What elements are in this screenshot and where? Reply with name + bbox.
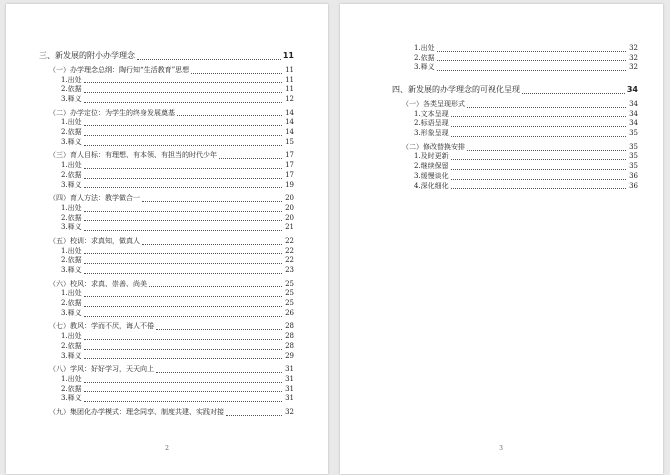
toc-subsection-entry[interactable] xyxy=(39,95,294,105)
dot-leader xyxy=(84,135,282,136)
toc-entry-page: 22 xyxy=(285,236,294,245)
toc-subsection-entry[interactable] xyxy=(39,76,294,86)
toc-entry-title: 2.依据 xyxy=(61,85,82,94)
toc-section-entry[interactable] xyxy=(39,365,294,375)
dot-leader xyxy=(137,59,281,60)
dot-leader xyxy=(84,145,282,146)
toc-section-entry[interactable] xyxy=(39,323,294,333)
toc-entry-title: 1.出处 xyxy=(61,161,82,170)
toc-entry-title: 3.形象呈现 xyxy=(414,129,449,138)
toc-entry-title: 2.依据 xyxy=(61,384,82,393)
toc-entry-title: 3.缓慢谈化 xyxy=(414,171,449,180)
dot-leader xyxy=(451,188,626,189)
toc-entry-title: 1.出处 xyxy=(61,203,82,212)
toc-entry-title: （二）办学定位：为学生的终身发展奠基 xyxy=(49,108,175,117)
toc-entry-page: 31 xyxy=(285,374,294,383)
dot-leader xyxy=(149,286,282,287)
toc-entry-page: 22 xyxy=(285,256,294,265)
dot-leader xyxy=(226,415,282,416)
toc-entry-title: 4.深化细化 xyxy=(414,181,449,190)
toc-section-entry[interactable] xyxy=(39,408,294,418)
toc-chapter-entry[interactable] xyxy=(392,83,638,96)
toc-entry-title: 3.释义 xyxy=(61,95,82,104)
toc-subsection-entry[interactable] xyxy=(39,214,294,224)
toc-subsection-entry[interactable] xyxy=(392,162,638,172)
toc-entry-title: （五）校训：求真知，做真人 xyxy=(49,236,140,245)
toc-entry-title: 2.依据 xyxy=(61,299,82,308)
toc-entry-title: 1.出处 xyxy=(61,75,82,84)
dot-leader xyxy=(84,401,282,402)
toc-entry-page: 34 xyxy=(629,100,638,109)
toc-entry-title: 1.文本呈现 xyxy=(414,109,449,118)
toc-entry-title: （二）修改替换安排 xyxy=(402,142,465,151)
toc-entry-title: 3.释义 xyxy=(414,63,435,72)
toc-section-entry[interactable] xyxy=(39,109,294,119)
toc-entry-page: 32 xyxy=(629,53,638,62)
toc-subsection-entry[interactable] xyxy=(392,63,638,73)
toc-entry-title: 2.依据 xyxy=(61,213,82,222)
toc-entry-page: 23 xyxy=(285,266,294,275)
dot-leader xyxy=(84,220,282,221)
dot-leader xyxy=(142,201,282,202)
toc-entry-title: 3.释义 xyxy=(61,308,82,317)
toc-section-entry[interactable] xyxy=(392,100,638,110)
toc-entry-page: 14 xyxy=(285,128,294,137)
toc-entry-page: 26 xyxy=(285,308,294,317)
table-of-contents-left xyxy=(39,49,294,418)
toc-subsection-entry[interactable] xyxy=(392,110,638,120)
toc-entry-title: 四、新发展的办学理念的可视化呈现 xyxy=(392,85,520,95)
toc-subsection-entry[interactable] xyxy=(392,153,638,163)
toc-subsection-entry[interactable] xyxy=(39,266,294,276)
toc-entry-page: 31 xyxy=(285,394,294,403)
dot-leader xyxy=(451,159,626,160)
toc-subsection-entry[interactable] xyxy=(392,54,638,64)
toc-entry-page: 20 xyxy=(285,194,294,203)
toc-entry-page: 28 xyxy=(285,341,294,350)
toc-entry-page: 14 xyxy=(285,118,294,127)
toc-subsection-entry[interactable] xyxy=(392,119,638,129)
toc-subsection-entry[interactable] xyxy=(39,171,294,181)
toc-entry-title: 3.释义 xyxy=(61,394,82,403)
toc-entry-page: 35 xyxy=(629,162,638,171)
toc-entry-page: 34 xyxy=(629,109,638,118)
toc-entry-title: 1.出处 xyxy=(61,118,82,127)
toc-subsection-entry[interactable] xyxy=(39,204,294,214)
toc-subsection-entry[interactable] xyxy=(39,118,294,128)
dot-leader xyxy=(84,211,282,212)
toc-entry-page: 35 xyxy=(629,152,638,161)
toc-entry-page: 15 xyxy=(285,137,294,146)
toc-entry-title: （九）集团化办学模式：理念同享、制度共建、实践对接 xyxy=(49,407,224,416)
toc-subsection-entry[interactable] xyxy=(39,128,294,138)
dot-leader xyxy=(84,273,282,274)
toc-entry-title: 1.出处 xyxy=(61,246,82,255)
toc-entry-title: 3.释义 xyxy=(61,223,82,232)
dot-leader xyxy=(84,391,282,392)
dot-leader xyxy=(84,92,282,93)
spacer xyxy=(392,73,638,83)
toc-entry-title: （八）学风：好好学习，天天向上 xyxy=(49,365,154,374)
toc-section-entry[interactable] xyxy=(39,237,294,247)
toc-entry-page: 36 xyxy=(629,171,638,180)
toc-entry-page: 25 xyxy=(285,279,294,288)
toc-entry-page: 36 xyxy=(629,181,638,190)
toc-subsection-entry[interactable] xyxy=(392,172,638,182)
toc-entry-title: 三、新发展的附小办学理念 xyxy=(39,51,135,60)
dot-leader xyxy=(84,349,282,350)
dot-leader xyxy=(437,51,626,52)
toc-entry-page: 32 xyxy=(629,43,638,52)
toc-entry-title: 3.释义 xyxy=(61,180,82,189)
dot-leader xyxy=(451,116,626,117)
toc-entry-page: 21 xyxy=(285,223,294,232)
toc-entry-page: 28 xyxy=(285,322,294,331)
toc-entry-title: （七）教风：学而不厌，诲人不倦 xyxy=(49,322,154,331)
toc-entry-page: 25 xyxy=(285,289,294,298)
toc-section-entry[interactable] xyxy=(39,194,294,204)
toc-subsection-entry[interactable] xyxy=(39,85,294,95)
dot-leader xyxy=(177,115,282,116)
toc-subsection-entry[interactable] xyxy=(39,161,294,171)
toc-entry-title: 3.释义 xyxy=(61,137,82,146)
toc-entry-title: 2.依据 xyxy=(61,341,82,350)
toc-entry-title: 2.依据 xyxy=(61,128,82,137)
toc-entry-page: 12 xyxy=(285,95,294,104)
toc-subsection-entry[interactable] xyxy=(392,129,638,139)
toc-entry-page: 20 xyxy=(285,203,294,212)
dot-leader xyxy=(84,102,282,103)
dot-leader xyxy=(451,169,626,170)
toc-entry-page: 14 xyxy=(285,108,294,117)
toc-entry-page: 11 xyxy=(285,65,294,74)
document-page-left xyxy=(6,4,328,474)
toc-subsection-entry[interactable] xyxy=(39,342,294,352)
toc-entry-title: 3.释义 xyxy=(61,351,82,360)
dot-leader xyxy=(84,168,282,169)
toc-entry-title: 2.继续保留 xyxy=(414,162,449,171)
toc-entry-title: 2.依据 xyxy=(61,256,82,265)
toc-section-entry[interactable] xyxy=(39,280,294,290)
dot-leader xyxy=(142,244,282,245)
toc-entry-title: 1.出处 xyxy=(61,332,82,341)
toc-entry-page: 32 xyxy=(285,407,294,416)
toc-entry-title: （一）各类呈现形式 xyxy=(402,100,465,109)
dot-leader xyxy=(451,136,626,137)
toc-entry-page: 25 xyxy=(285,299,294,308)
toc-entry-page: 35 xyxy=(629,129,638,138)
toc-entry-title: 1.及时更新 xyxy=(414,152,449,161)
dot-leader xyxy=(156,329,282,330)
toc-subsection-entry[interactable] xyxy=(39,138,294,148)
toc-subsection-entry[interactable] xyxy=(39,223,294,233)
dot-leader xyxy=(84,82,282,83)
document-page-right xyxy=(340,4,663,474)
toc-entry-title: 1.出处 xyxy=(61,289,82,298)
toc-entry-page: 22 xyxy=(285,246,294,255)
dot-leader xyxy=(451,126,626,127)
toc-entry-title: 1.出处 xyxy=(61,374,82,383)
toc-entry-page: 17 xyxy=(285,170,294,179)
toc-subsection-entry[interactable] xyxy=(39,247,294,257)
dot-leader xyxy=(84,125,282,126)
toc-entry-page: 34 xyxy=(629,119,638,128)
dot-leader xyxy=(84,339,282,340)
toc-subsection-entry[interactable] xyxy=(39,299,294,309)
toc-subsection-entry[interactable] xyxy=(39,385,294,395)
toc-subsection-entry[interactable] xyxy=(39,375,294,385)
dot-leader xyxy=(84,253,282,254)
dot-leader xyxy=(84,382,282,383)
dot-leader xyxy=(84,316,282,317)
toc-subsection-entry[interactable] xyxy=(39,256,294,266)
toc-entry-page: 17 xyxy=(285,151,294,160)
dot-leader xyxy=(156,372,282,373)
toc-subsection-entry[interactable] xyxy=(39,394,294,404)
toc-subsection-entry[interactable] xyxy=(392,44,638,54)
toc-entry-page: 11 xyxy=(285,85,294,94)
dot-leader xyxy=(84,263,282,264)
toc-subsection-entry[interactable] xyxy=(39,181,294,191)
toc-entry-page: 34 xyxy=(626,85,638,95)
dot-leader xyxy=(437,60,626,61)
toc-entry-page: 17 xyxy=(285,161,294,170)
toc-entry-page: 28 xyxy=(285,332,294,341)
toc-entry-page: 35 xyxy=(629,142,638,151)
dot-leader xyxy=(84,230,282,231)
toc-entry-title: （三）育人目标：有理想、有本领、有担当的时代少年 xyxy=(49,151,217,160)
dot-leader xyxy=(522,93,625,94)
toc-entry-title: （四）育人方法：教学做合一 xyxy=(49,194,140,203)
dot-leader xyxy=(84,187,282,188)
page-number: 3 xyxy=(499,445,503,452)
toc-entry-page: 32 xyxy=(629,63,638,72)
dot-leader xyxy=(84,178,282,179)
dot-leader xyxy=(84,296,282,297)
toc-entry-title: 1.出处 xyxy=(414,43,435,52)
toc-subsection-entry[interactable] xyxy=(39,332,294,342)
toc-entry-page: 31 xyxy=(285,384,294,393)
toc-entry-page: 11 xyxy=(282,51,294,60)
dot-leader xyxy=(84,358,282,359)
toc-subsection-entry[interactable] xyxy=(392,182,638,192)
table-of-contents-right xyxy=(392,44,638,191)
toc-entry-page: 19 xyxy=(285,180,294,189)
toc-section-entry[interactable] xyxy=(39,152,294,162)
dot-leader xyxy=(437,70,626,71)
toc-subsection-entry[interactable] xyxy=(39,352,294,362)
dot-leader xyxy=(467,107,626,108)
page-number: 2 xyxy=(165,445,169,452)
toc-entry-title: （六）校风：求真、崇善、尚美 xyxy=(49,279,147,288)
dot-leader xyxy=(451,179,626,180)
toc-entry-title: 2.依据 xyxy=(61,170,82,179)
toc-entry-page: 20 xyxy=(285,213,294,222)
toc-entry-title: 2.标语呈现 xyxy=(414,119,449,128)
toc-entry-title: 2.依据 xyxy=(414,53,435,62)
toc-subsection-entry[interactable] xyxy=(39,289,294,299)
toc-chapter-entry[interactable] xyxy=(39,49,294,62)
toc-section-entry[interactable] xyxy=(39,66,294,76)
dot-leader xyxy=(219,158,282,159)
dot-leader xyxy=(191,73,282,74)
toc-entry-title: （一）办学理念总纲：陶行知“生活教育”思想 xyxy=(49,65,190,74)
toc-entry-page: 29 xyxy=(285,351,294,360)
toc-entry-page: 31 xyxy=(285,365,294,374)
toc-entry-page: 11 xyxy=(285,75,294,84)
dot-leader xyxy=(84,306,282,307)
dot-leader xyxy=(467,150,626,151)
toc-subsection-entry[interactable] xyxy=(39,309,294,319)
toc-entry-title: 3.释义 xyxy=(61,266,82,275)
